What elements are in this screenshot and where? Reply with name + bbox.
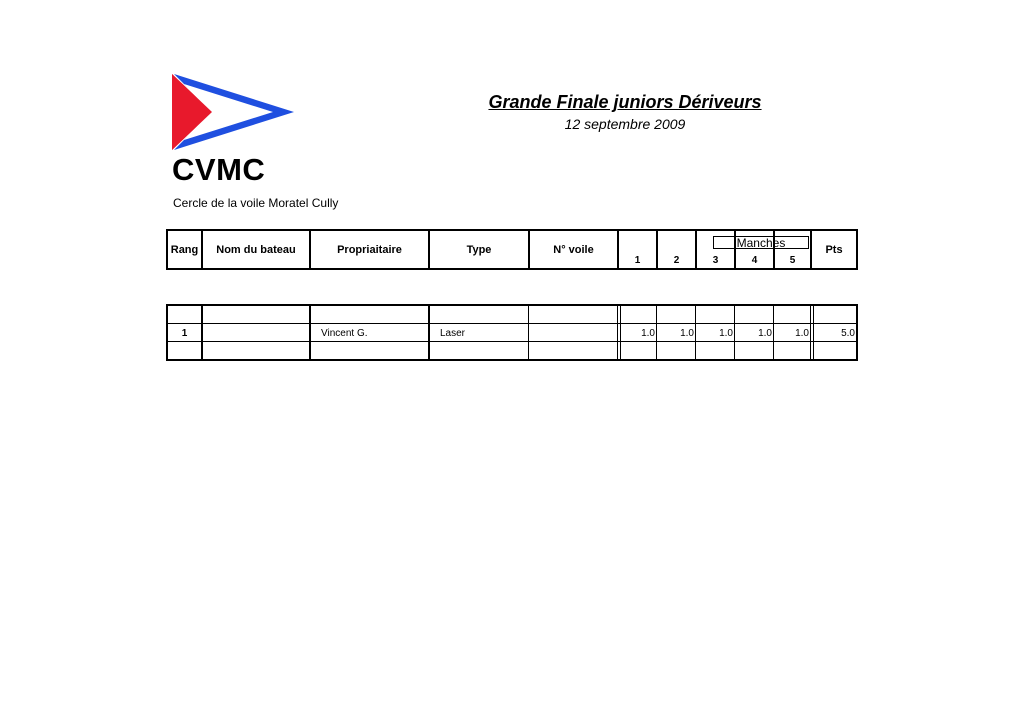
club-full-name: Cercle de la voile Moratel Cully xyxy=(173,196,339,210)
header-nom-du-bateau: Nom du bateau xyxy=(216,243,296,256)
cell-race-1: 1.0 xyxy=(641,328,655,339)
club-burgee-logo xyxy=(170,74,294,150)
cell-voile xyxy=(530,325,615,342)
cell-type: Laser xyxy=(440,328,466,339)
results-header-table xyxy=(166,229,858,270)
results-body-table xyxy=(166,304,858,361)
header-pts: Pts xyxy=(825,243,843,256)
cell-race-5: 1.0 xyxy=(795,328,809,339)
cell-proprietaire: Vincent G. xyxy=(321,328,368,339)
header-type: Type xyxy=(466,243,492,256)
header-race-5: 5 xyxy=(789,255,796,266)
club-name: CVMC xyxy=(172,152,266,187)
header-race-1: 1 xyxy=(634,255,641,266)
header-proprietaire: Propriaitaire xyxy=(337,243,402,256)
cell-race-3: 1.0 xyxy=(719,328,733,339)
header-voile: N° voile xyxy=(553,243,594,256)
cell-nom-du-bateau xyxy=(203,325,307,342)
header-race-4: 4 xyxy=(751,255,758,266)
header-manches: Manches xyxy=(713,236,809,249)
cell-pts: 5.0 xyxy=(841,328,855,339)
event-title: Grande Finale juniors Dériveurs xyxy=(488,92,762,112)
header-rang: Rang xyxy=(170,243,199,256)
cell-rang: 1 xyxy=(181,328,188,339)
event-date: 12 septembre 2009 xyxy=(564,116,686,132)
cell-race-2: 1.0 xyxy=(680,328,694,339)
header-race-3: 3 xyxy=(712,255,719,266)
header-race-2: 2 xyxy=(673,255,680,266)
cell-race-4: 1.0 xyxy=(758,328,772,339)
